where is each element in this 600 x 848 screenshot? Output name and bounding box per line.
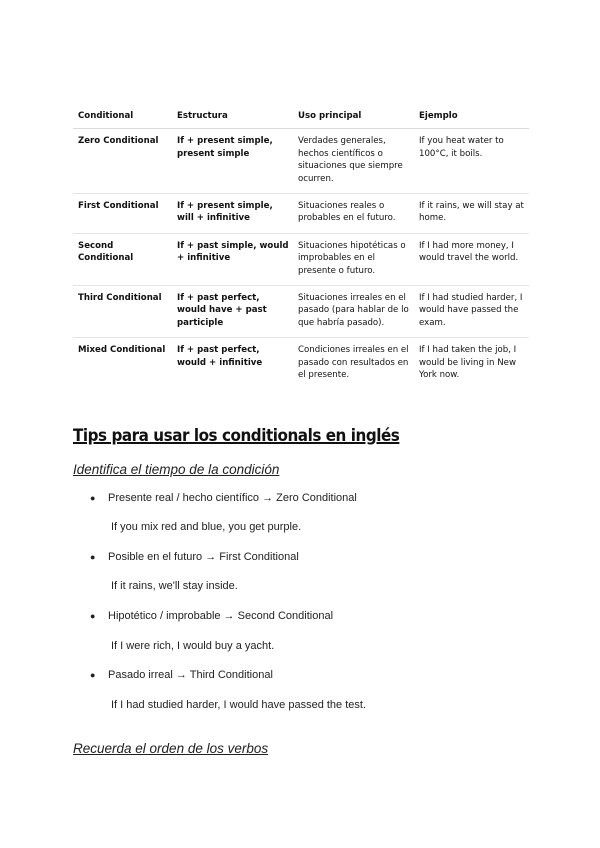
- bullet-icon: ●: [90, 552, 96, 562]
- conditionals-table: [73, 106, 529, 390]
- example-sentence: If I were rich, I would buy a yacht.: [111, 640, 275, 652]
- list-item-label: Presente real / hecho científico → Zero Conditional: [108, 492, 357, 504]
- table-header-row: [73, 106, 529, 129]
- table-row: [73, 286, 529, 338]
- cell-ejemplo: If it rains, we will stay at home.: [414, 194, 529, 234]
- column-header-estructura: Estructura: [172, 106, 293, 129]
- cell-conditional: Third Conditional: [73, 286, 172, 338]
- column-header-ejemplo: Ejemplo: [414, 106, 529, 129]
- cell-uso: Condiciones irreales en el pasado con resultados en el presente.: [298, 345, 409, 381]
- bullet-icon: ●: [90, 493, 96, 503]
- cell-estructura: If + past perfect, would have + past participle: [172, 286, 293, 338]
- cell-uso: Situaciones hipotéticas o improbables en el presente o futuro.: [293, 233, 414, 285]
- cell-estructura: If + past simple, would + infinitive: [172, 233, 293, 285]
- section-heading-tiempo: Identifica el tiempo de la condición: [73, 462, 280, 477]
- bullet-icon: ●: [90, 611, 96, 621]
- cell-ejemplo: If I had studied harder, I would have passed the exam.: [414, 286, 529, 338]
- section-heading-orden: Recuerda el orden de los verbos: [73, 741, 269, 756]
- table-row: [73, 233, 529, 285]
- list-item-label: Hipotético / improbable → Second Conditional: [108, 610, 334, 622]
- bullet-icon: ●: [90, 670, 96, 680]
- cell-conditional: Second Conditional: [73, 233, 172, 285]
- list-item: [90, 610, 333, 622]
- list-item-label: Posible en el futuro → First Conditional: [108, 551, 299, 563]
- list-item: [90, 551, 299, 563]
- cell-estructura: If + present simple, present simple: [172, 129, 293, 194]
- cell-conditional: Mixed Conditional: [78, 345, 166, 356]
- table-row: [73, 194, 529, 234]
- cell-uso: Verdades generales, hechos científicos o situaciones que siempre ocurren.: [293, 129, 414, 194]
- example-sentence: If I had studied harder, I would have passed the test.: [111, 699, 366, 711]
- cell-conditional: Zero Conditional: [73, 129, 172, 194]
- cell-conditional: First Conditional: [73, 194, 172, 234]
- example-sentence: If it rains, we'll stay inside.: [111, 580, 238, 592]
- example-sentence: If you mix red and blue, you get purple.: [111, 521, 302, 533]
- list-item: [90, 669, 273, 681]
- table-row: [73, 338, 529, 390]
- list-item-label: Pasado irreal → Third Conditional: [108, 669, 273, 681]
- cell-estructura: If + present simple, will + infinitive: [172, 194, 293, 234]
- list-item: [90, 492, 357, 504]
- cell-estructura: If + past perfect, would + infinitive: [177, 345, 263, 368]
- cell-uso: Situaciones reales o probables en el futuro.: [293, 194, 414, 234]
- column-header-uso: Uso principal: [293, 106, 414, 129]
- table-row: [73, 129, 529, 194]
- column-header-conditional: Conditional: [73, 106, 172, 129]
- cell-ejemplo: If I had taken the job, I would be living in New York now.: [419, 345, 517, 381]
- cell-ejemplo: If I had more money, I would travel the world.: [414, 233, 529, 285]
- cell-ejemplo: If you heat water to 100°C, it boils.: [414, 129, 529, 194]
- tips-heading: Tips para usar los conditionals en inglés: [73, 426, 400, 445]
- cell-uso: Situaciones irreales en el pasado (para hablar de lo que habría pasado).: [293, 286, 414, 338]
